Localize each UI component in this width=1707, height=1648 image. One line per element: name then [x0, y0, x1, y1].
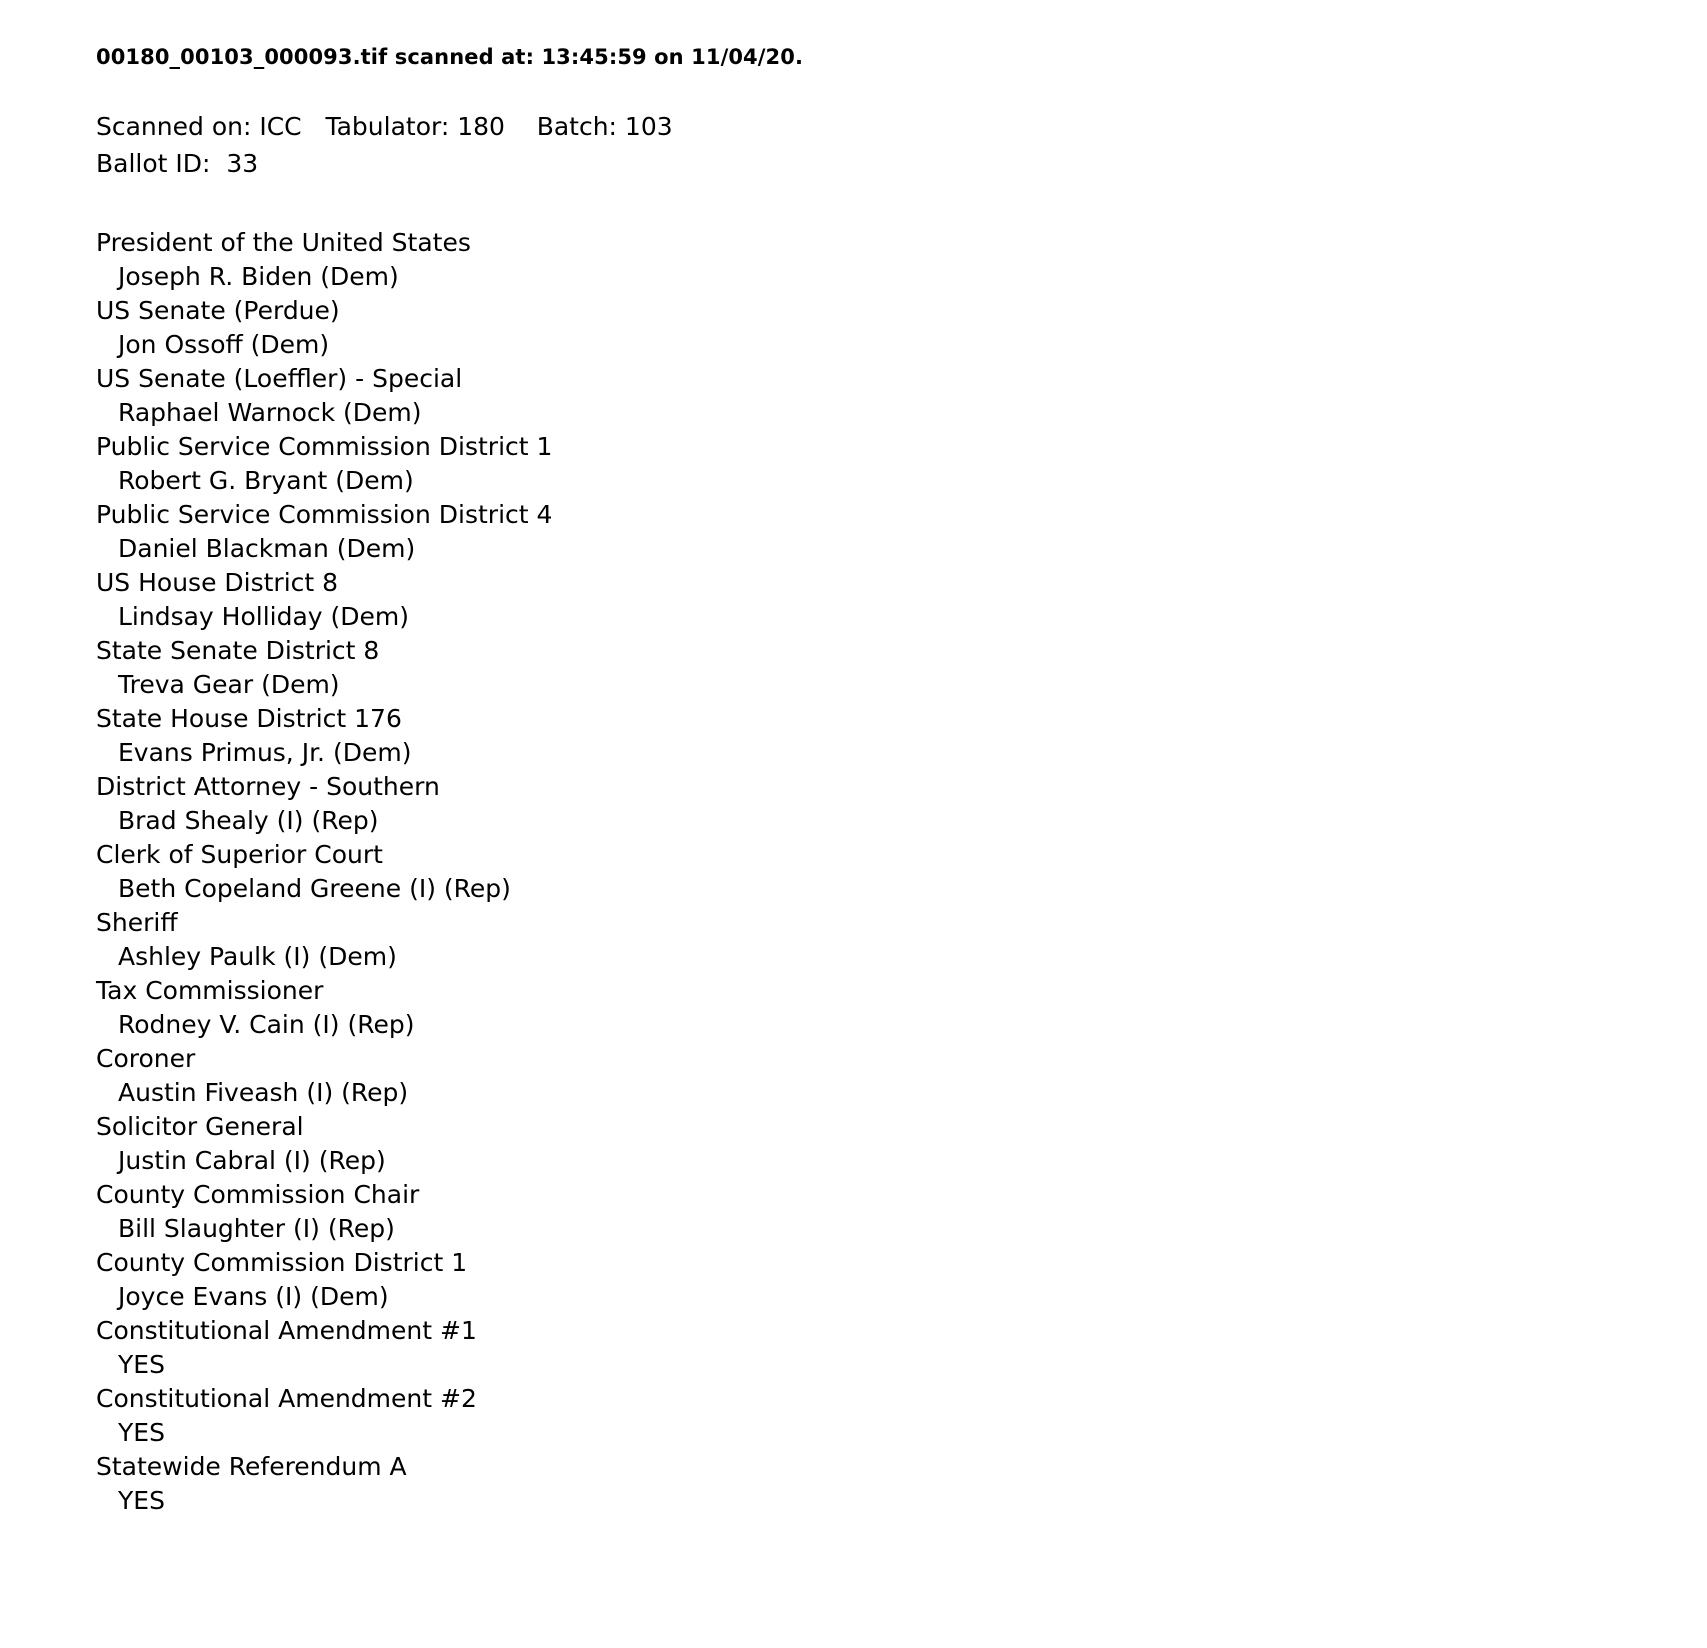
contest-entry	[96, 226, 1707, 294]
scan-metadata	[96, 109, 1707, 182]
contest-selection: Ashley Paulk (I) (Dem)	[118, 941, 397, 971]
contest-entry	[96, 430, 1707, 498]
contest-entry	[96, 1314, 1707, 1382]
contest-list	[96, 226, 1707, 1518]
contest-selection: YES	[118, 1417, 165, 1447]
contest-title: Public Service Commission District 4	[96, 499, 553, 529]
contest-title: US Senate (Perdue)	[96, 295, 340, 325]
contest-title: US Senate (Loeffler) - Special	[96, 363, 463, 393]
contest-title: Solicitor General	[96, 1111, 304, 1141]
contest-entry	[96, 974, 1707, 1042]
contest-title: President of the United States	[96, 227, 471, 257]
contest-selection: YES	[118, 1485, 165, 1515]
contest-entry	[96, 1246, 1707, 1314]
contest-title: Tax Commissioner	[96, 975, 324, 1005]
contest-selection: Treva Gear (Dem)	[118, 669, 340, 699]
ballot-id-line: Ballot ID: 33	[96, 148, 259, 178]
contest-entry	[96, 294, 1707, 362]
contest-title: Constitutional Amendment #2	[96, 1383, 477, 1413]
contest-entry	[96, 770, 1707, 838]
contest-selection: Lindsay Holliday (Dem)	[118, 601, 410, 631]
contest-title: US House District 8	[96, 567, 339, 597]
contest-selection: Brad Shealy (I) (Rep)	[118, 805, 379, 835]
contest-selection: Austin Fiveash (I) (Rep)	[118, 1077, 409, 1107]
contest-entry	[96, 634, 1707, 702]
contest-title: Clerk of Superior Court	[96, 839, 383, 869]
contest-entry	[96, 1382, 1707, 1450]
contest-entry	[96, 498, 1707, 566]
contest-entry	[96, 1450, 1707, 1518]
contest-title: Statewide Referendum A	[96, 1451, 407, 1481]
contest-selection: Rodney V. Cain (I) (Rep)	[118, 1009, 415, 1039]
contest-title: District Attorney - Southern	[96, 771, 440, 801]
contest-entry	[96, 838, 1707, 906]
contest-title: Public Service Commission District 1	[96, 431, 553, 461]
contest-title: State House District 176	[96, 703, 402, 733]
contest-selection: Joyce Evans (I) (Dem)	[118, 1281, 389, 1311]
contest-title: Coroner	[96, 1043, 196, 1073]
contest-selection: Evans Primus, Jr. (Dem)	[118, 737, 412, 767]
contest-selection: Joseph R. Biden (Dem)	[118, 261, 399, 291]
contest-selection: Jon Ossoff (Dem)	[118, 329, 330, 359]
contest-entry	[96, 566, 1707, 634]
contest-selection: YES	[118, 1349, 165, 1379]
scan-header: 00180_00103_000093.tif scanned at: 13:45:59 on 11/04/20.	[96, 45, 804, 69]
contest-entry	[96, 1178, 1707, 1246]
contest-entry	[96, 702, 1707, 770]
contest-selection: Raphael Warnock (Dem)	[118, 397, 422, 427]
contest-title: Constitutional Amendment #1	[96, 1315, 477, 1345]
contest-title: State Senate District 8	[96, 635, 380, 665]
contest-selection: Robert G. Bryant (Dem)	[118, 465, 414, 495]
contest-selection: Bill Slaughter (I) (Rep)	[118, 1213, 395, 1243]
contest-entry	[96, 1110, 1707, 1178]
contest-selection: Justin Cabral (I) (Rep)	[118, 1145, 386, 1175]
contest-entry	[96, 1042, 1707, 1110]
contest-selection: Daniel Blackman (Dem)	[118, 533, 416, 563]
contest-selection: Beth Copeland Greene (I) (Rep)	[118, 873, 511, 903]
contest-title: County Commission District 1	[96, 1247, 468, 1277]
contest-entry	[96, 906, 1707, 974]
contest-entry	[96, 362, 1707, 430]
scan-source-line: Scanned on: ICC Tabulator: 180 Batch: 103	[96, 112, 673, 142]
contest-title: Sheriff	[96, 907, 178, 937]
contest-title: County Commission Chair	[96, 1179, 420, 1209]
